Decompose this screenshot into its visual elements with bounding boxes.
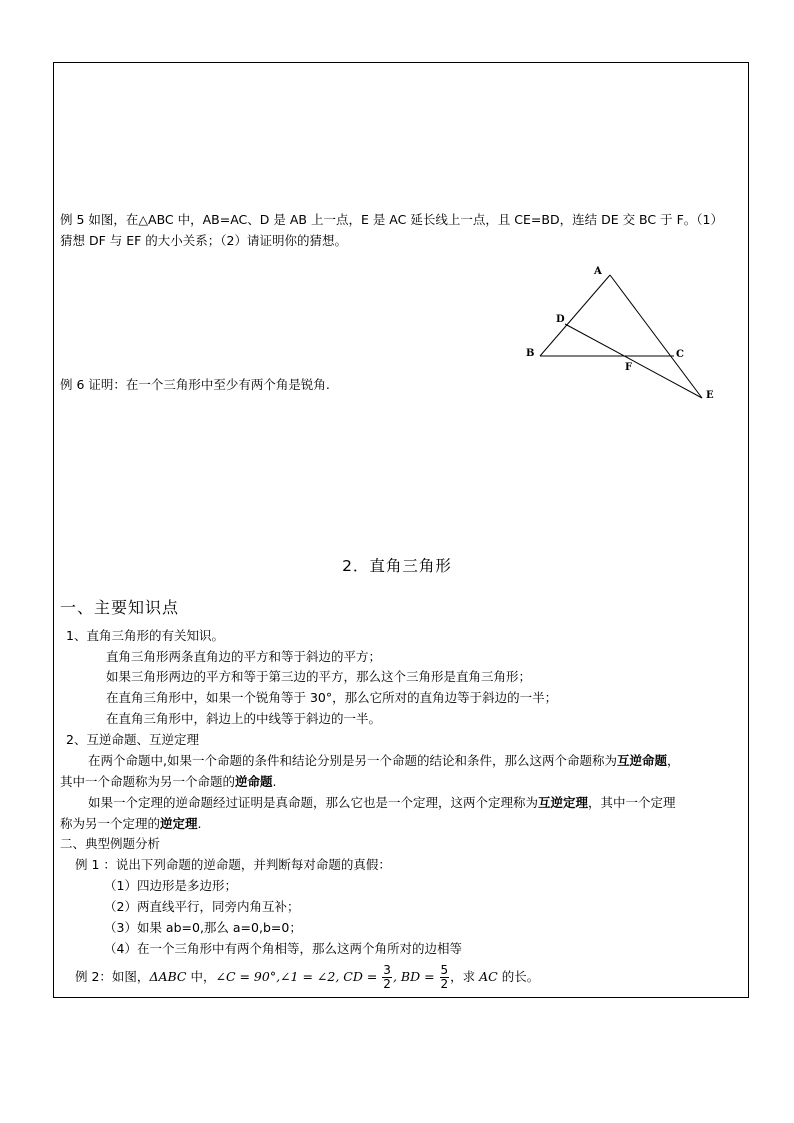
example-1-item: （3）如果 ab=0,那么 a=0,b=0； (104, 920, 302, 935)
knowledge-1-item: 如果三角形两边的平方和等于第三边的平方，那么这个三角形是直角三角形； (106, 669, 532, 684)
knowledge-2-para2-line1: 如果一个定理的逆命题经过证明是真命题，那么它也是一个定理，这两个定理称为互逆定理，其中一个定理 (88, 795, 676, 810)
segment-de (565, 324, 702, 398)
label-b: B (526, 348, 535, 359)
fraction-cd: $\frac{3}{2}$ (383, 963, 391, 991)
knowledge-2-para1-line2: 其中一个命题称为另一个命题的逆命题. (60, 774, 277, 789)
example-1-title: 例 1 ：说出下列命题的逆命题，并判断每对命题的真假： (75, 857, 391, 872)
triangle-figure (520, 262, 720, 407)
example-1-item: （2）两直线平行，同旁内角互补； (104, 899, 300, 914)
segment-ab (540, 275, 610, 356)
knowledge-2-para1-line1: 在两个命题中,如果一个命题的条件和结论分别是另一个命题的结论和条件，那么这两个命题称为互逆命题， (88, 753, 680, 768)
label-f: F (625, 362, 633, 373)
heading-main-points: 一、主要知识点 (60, 598, 180, 617)
term-inverse-proposition: 逆命题 (235, 774, 273, 789)
section-title: 2．直角三角形 (342, 557, 452, 575)
example-5-line2: 猜想 DF 与 EF 的大小关系；（2）请证明你的猜想。 (60, 233, 348, 248)
term-inverse-theorems: 互逆定理 (538, 795, 589, 810)
example-1-item: （4）在一个三角形中有两个角相等，那么这两个角所对的边相等 (104, 941, 462, 956)
label-e: E (706, 390, 714, 401)
heading-examples: 二、典型例题分析 (60, 836, 161, 851)
term-inverse-theorem: 逆定理 (160, 816, 198, 831)
segment-ae (610, 275, 702, 398)
knowledge-2-title: 2、互逆命题、互逆定理 (66, 732, 199, 747)
example-6: 例 6 证明：在一个三角形中至少有两个角是锐角. (60, 377, 330, 392)
example-5-line1: 例 5 如图，在△ABC 中，AB=AC、D 是 AB 上一点，E 是 AC 延长线上一点，且 CE=BD，连结 DE 交 BC 于 F。（1） (60, 212, 723, 227)
knowledge-1-item: 直角三角形两条直角边的平方和等于斜边的平方； (106, 649, 382, 664)
label-a: A (594, 266, 602, 277)
knowledge-1-item: 在直角三角形中，如果一个锐角等于 30°，那么它所对的直角边等于斜边的一半； (106, 690, 558, 705)
fraction-bd: $\frac{5}{2}$ (440, 963, 449, 991)
term-inverse-propositions: 互逆命题 (616, 753, 667, 768)
knowledge-1-item: 在直角三角形中，斜边上的中线等于斜边的一半。 (106, 711, 382, 726)
knowledge-1-title: 1、直角三角形的有关知识。 (66, 628, 224, 643)
example-1-item: （1）四边形是多边形； (104, 878, 237, 893)
knowledge-2-para2-line2: 称为另一个定理的逆定理. (60, 816, 202, 831)
example-2: 例 2：如图，ΔABC 中，∠C = 90°,∠1 = ∠2, CD = $\frac{3}{2}$ , BD = $\frac{5}{2}$ ，求 AC 的长。 (75, 963, 540, 991)
label-c: C (676, 349, 684, 360)
label-d: D (556, 314, 565, 325)
